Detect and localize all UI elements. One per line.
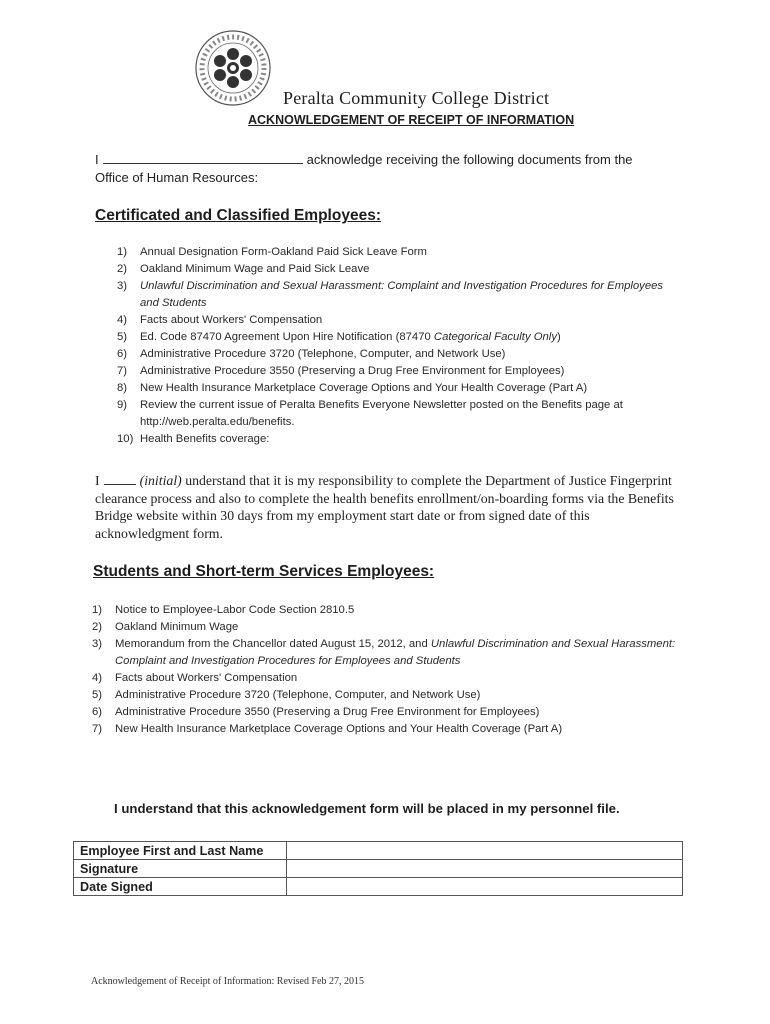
signature-row (74, 878, 683, 896)
list-item-number: 8) (117, 382, 128, 394)
list-item-plain-text: Administrative Procedure 3550 (Preserving a Drug Free Environment for Employees) (140, 365, 565, 377)
list-item (117, 397, 682, 431)
list-item-number: 3) (92, 638, 103, 650)
list-item (117, 244, 682, 261)
document-title: ACKNOWLEDGEMENT OF RECEIPT OF INFORMATION (248, 113, 575, 127)
signature-row-field[interactable] (287, 842, 683, 860)
list-item (92, 670, 682, 687)
list-item-text (117, 261, 682, 278)
list-item-number: 2) (92, 621, 103, 633)
list-item-text (92, 670, 682, 687)
list-item-text (92, 619, 682, 636)
list-item-number: 4) (92, 672, 103, 684)
list-item-text (117, 346, 682, 363)
list-item (92, 619, 682, 636)
list-item-number: 7) (117, 365, 128, 377)
list-item-text (117, 397, 682, 431)
signature-table (73, 841, 683, 896)
list-item-number: 7) (92, 723, 103, 735)
list-item-plain-text: Notice to Employee-Labor Code Section 2810.5 (115, 604, 355, 616)
acknowledgement-line (95, 151, 633, 167)
list-item-plain-text: Facts about Workers' Compensation (140, 314, 323, 326)
list-item-italic-text: Unlawful Discrimination and Sexual Harassment: Complaint and Investigation Procedures for Employees and Students (115, 638, 676, 667)
list-item-trailing-text: ) (556, 331, 561, 343)
list-item-plain-text: Health Benefits coverage: (140, 433, 270, 445)
list-item-plain-text: New Health Insurance Marketplace Coverage Options and Your Health Coverage (Part A) (140, 382, 588, 394)
signature-row-label: Date Signed (74, 878, 287, 896)
initial-text: understand that it is my responsibility to complete the Department of Justice Fingerprint clearance process and also to complete the health benefits enrollment/on-boarding forms via the Benefits Bridge website within 30 days from my employment start date or from signed date of this acknowledgment form. (95, 473, 674, 541)
list-item-number: 9) (117, 399, 128, 411)
district-seal-logo (189, 28, 277, 108)
list-item-plain-text: Annual Designation Form-Oakland Paid Sick Leave Form (140, 246, 427, 258)
list-item-number: 5) (92, 689, 103, 701)
ack-line-2: Office of Human Resources: (95, 170, 259, 185)
students-document-list (92, 602, 682, 738)
list-item (92, 602, 682, 619)
list-item-plain-text: Administrative Procedure 3720 (Telephone, Computer, and Network Use) (115, 689, 481, 701)
initial-label: (initial) (139, 473, 182, 488)
footer-revision: Acknowledgement of Receipt of Information: Revised Feb 27, 2015 (91, 976, 364, 987)
list-item-number: 4) (117, 314, 128, 326)
list-item-number: 3) (117, 280, 128, 292)
list-item (117, 346, 682, 363)
list-item-number: 10) (117, 433, 134, 445)
list-item-text (117, 278, 682, 312)
list-item-plain-text: Administrative Procedure 3550 (Preserving a Drug Free Environment for Employees) (115, 706, 540, 718)
list-item-text (117, 312, 682, 329)
list-item-italic-text: Categorical Faculty Only (433, 331, 557, 343)
list-item (117, 278, 682, 312)
signature-row (74, 860, 683, 878)
initial-prefix: I (95, 473, 100, 488)
list-item (117, 431, 682, 448)
list-item-text (92, 721, 682, 738)
list-item-number: 5) (117, 331, 128, 343)
list-item-number: 6) (92, 706, 103, 718)
list-item-plain-text: Oakland Minimum Wage and Paid Sick Leave (140, 263, 370, 275)
list-item-number: 1) (117, 246, 128, 258)
list-item-number: 1) (92, 604, 103, 616)
list-item-text (117, 244, 682, 261)
list-item (92, 687, 682, 704)
list-item-plain-text: Oakland Minimum Wage (115, 621, 239, 633)
list-item (117, 261, 682, 278)
list-item (92, 721, 682, 738)
list-item (117, 329, 682, 346)
list-item-text (117, 431, 682, 448)
list-item-number: 2) (117, 263, 128, 275)
signature-row-field[interactable] (287, 878, 683, 896)
signature-row-label: Signature (74, 860, 287, 878)
list-item-text (117, 329, 682, 346)
students-heading: Students and Short-term Services Employees: (93, 563, 435, 580)
list-item-text (92, 687, 682, 704)
list-item (92, 636, 682, 670)
list-item-plain-text: Facts about Workers' Compensation (115, 672, 298, 684)
ack-prefix: I (95, 152, 99, 167)
list-item-text (92, 636, 682, 670)
list-item-plain-text: Ed. Code 87470 Agreement Upon Hire Notification (87470 (140, 331, 434, 343)
list-item-text (117, 363, 682, 380)
name-blank[interactable] (103, 151, 303, 164)
certificated-heading: Certificated and Classified Employees: (95, 207, 381, 224)
certificated-document-list (117, 244, 682, 448)
list-item-italic-text: Unlawful Discrimination and Sexual Harassment: Complaint and Investigation Procedures for Employees and Students (140, 280, 664, 309)
list-item-text (117, 380, 682, 397)
personnel-file-statement: I understand that this acknowledgement form will be placed in my personnel file. (114, 801, 620, 816)
list-item-plain-text: Review the current issue of Peralta Benefits Everyone Newsletter posted on the Benefits page at http://web.peralta.edu/benefits. (140, 399, 623, 428)
initial-statement (95, 472, 675, 542)
list-item (117, 380, 682, 397)
list-item (117, 312, 682, 329)
list-item-number: 6) (117, 348, 128, 360)
list-item-text (92, 704, 682, 721)
list-item (117, 363, 682, 380)
list-item-text (92, 602, 682, 619)
list-item-plain-text: Administrative Procedure 3720 (Telephone, Computer, and Network Use) (140, 348, 506, 360)
initial-blank[interactable] (104, 472, 136, 485)
signature-row (74, 842, 683, 860)
ack-suffix: acknowledge receiving the following documents from the (306, 152, 633, 167)
signature-row-label: Employee First and Last Name (74, 842, 287, 860)
list-item-plain-text: New Health Insurance Marketplace Coverage Options and Your Health Coverage (Part A) (115, 723, 563, 735)
signature-row-field[interactable] (287, 860, 683, 878)
list-item (92, 704, 682, 721)
district-name: Peralta Community College District (283, 88, 550, 108)
list-item-plain-text: Memorandum from the Chancellor dated August 15, 2012, and (115, 638, 431, 650)
